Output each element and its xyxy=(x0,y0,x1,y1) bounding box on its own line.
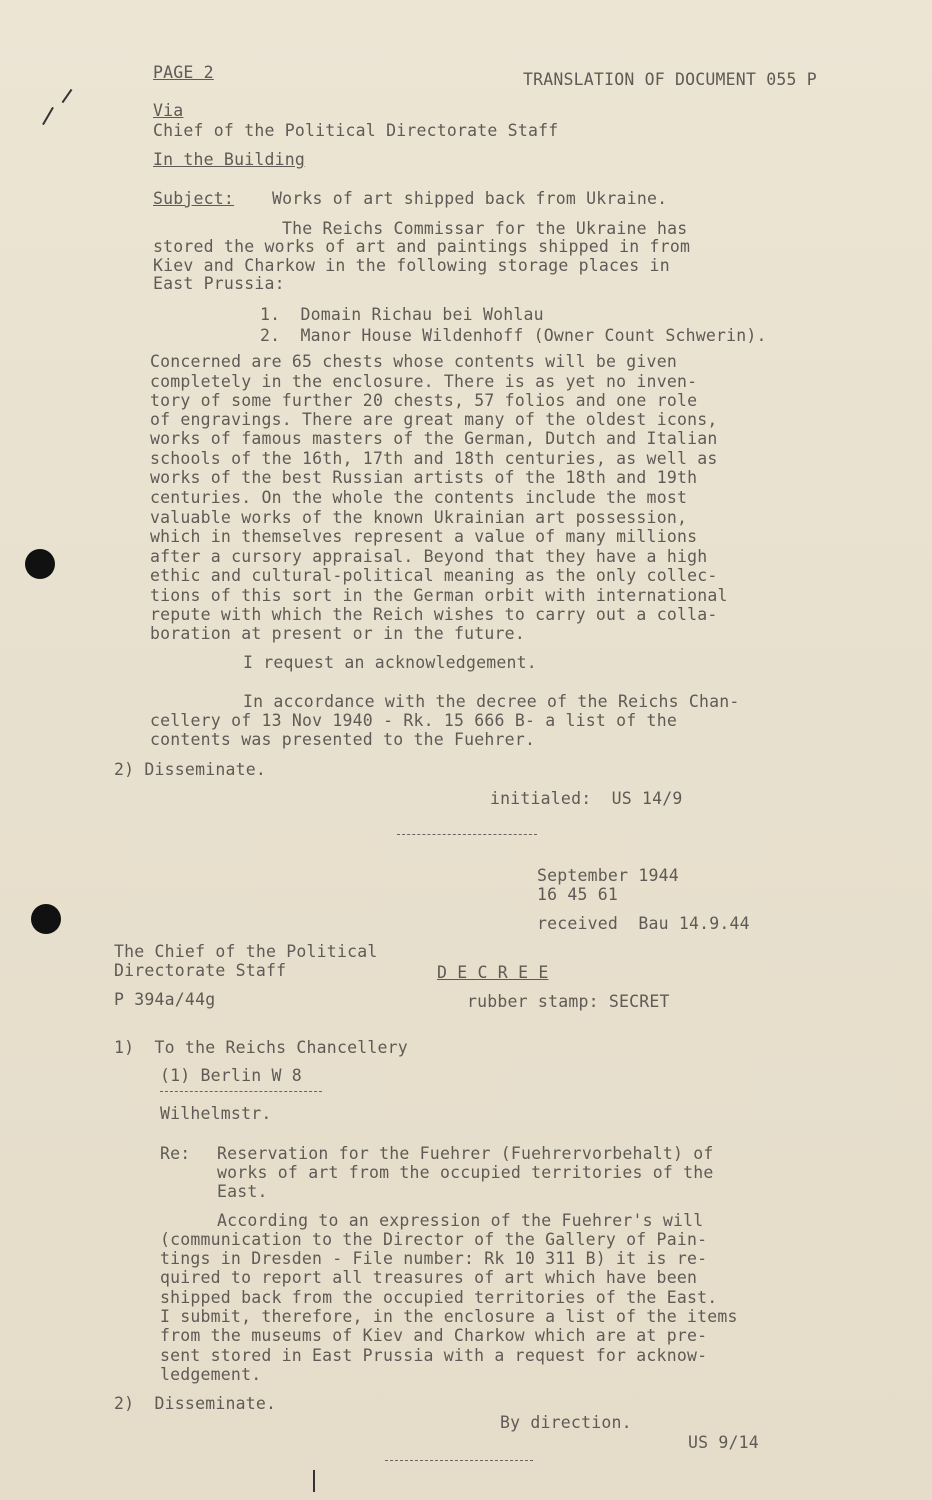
intro-line: stored the works of art and paintings shipped in from xyxy=(153,237,691,256)
re-line: East. xyxy=(217,1182,268,1201)
body-line: boration at present or in the future. xyxy=(150,624,525,643)
body2-line: tings in Dresden - File number: Rk 10 311 B) it is re- xyxy=(160,1249,708,1268)
from-line-1: The Chief of the Political xyxy=(114,942,378,961)
request-line: I request an acknowledgement. xyxy=(243,653,537,672)
intro-line: East Prussia: xyxy=(153,274,285,293)
re-line: works of art from the occupied territories of the xyxy=(217,1163,714,1182)
document-title: TRANSLATION OF DOCUMENT 055 P xyxy=(523,70,817,89)
decree-line: cellery of 13 Nov 1940 - Rk. 15 666 B- a list of the xyxy=(150,711,677,730)
stamp-received: received Bau 14.9.44 xyxy=(537,914,750,933)
disseminate-line-2: 2) Disseminate. xyxy=(114,1394,277,1413)
closing-divider xyxy=(385,1460,533,1461)
building-line: In the Building xyxy=(153,150,306,169)
body2-line: I submit, therefore, in the enclosure a list of the items xyxy=(160,1307,738,1326)
list-item: 2. Manor House Wildenhoff (Owner Count Schwerin). xyxy=(260,326,767,345)
decree-heading: D E C R E E xyxy=(437,963,549,982)
closing-initials: US 9/14 xyxy=(688,1433,759,1452)
body-line: schools of the 16th, 17th and 18th centuries, as well as xyxy=(150,449,718,468)
body-line: repute with which the Reich wishes to carry out a colla- xyxy=(150,605,718,624)
body-line: after a cursory appraisal. Beyond that they have a high xyxy=(150,547,708,566)
body2-line: sent stored in East Prussia with a request for acknow- xyxy=(160,1346,708,1365)
punch-hole-bottom xyxy=(31,904,61,934)
reference-number: P 394a/44g xyxy=(114,990,216,1009)
stamp-number: 16 45 61 xyxy=(537,885,619,904)
body2-line: quired to report all treasures of art which have been xyxy=(160,1268,698,1287)
recipient-line: 1) To the Reichs Chancellery xyxy=(114,1038,408,1057)
body2-line: According to an expression of the Fuehrer's will xyxy=(217,1211,704,1230)
street-line: Wilhelmstr. xyxy=(160,1104,272,1123)
subject-label: Subject: xyxy=(153,189,235,208)
intro-line: Kiev and Charkow in the following storage places in xyxy=(153,256,670,275)
body-line: tions of this sort in the German orbit with international xyxy=(150,586,728,605)
body-line: which in themselves represent a value of many millions xyxy=(150,527,698,546)
body2-line: shipped back from the occupied territories of the East. xyxy=(160,1288,718,1307)
body-line: valuable works of the known Ukrainian art possession, xyxy=(150,508,688,527)
pencil-mark-3 xyxy=(313,1470,315,1492)
from-line-2: Directorate Staff xyxy=(114,961,287,980)
body-line: of engravings. There are great many of the oldest icons, xyxy=(150,410,718,429)
body-line: works of famous masters of the German, Dutch and Italian xyxy=(150,429,718,448)
intro-line: The Reichs Commissar for the Ukraine has xyxy=(282,219,688,238)
re-line: Reservation for the Fuehrer (Fuehrervorbehalt) of xyxy=(217,1144,714,1163)
via-label: Via xyxy=(153,101,184,120)
section-divider xyxy=(397,834,537,835)
via-line: Chief of the Political Directorate Staff xyxy=(153,121,559,140)
by-direction-line: By direction. xyxy=(500,1413,632,1432)
body2-line: (communication to the Director of the Gallery of Pain- xyxy=(160,1230,708,1249)
body2-line: from the museums of Kiev and Charkow which are at pre- xyxy=(160,1326,708,1345)
initialed-line: initialed: US 14/9 xyxy=(490,789,683,808)
decree-line: contents was presented to the Fuehrer. xyxy=(150,730,536,749)
rubber-stamp-note: rubber stamp: SECRET xyxy=(467,992,670,1011)
address-underline xyxy=(160,1091,322,1092)
disseminate-line-1: 2) Disseminate. xyxy=(114,760,267,779)
decree-line: In accordance with the decree of the Reichs Chan- xyxy=(243,692,740,711)
address-line: (1) Berlin W 8 xyxy=(160,1066,302,1085)
body-line: Concerned are 65 chests whose contents will be given xyxy=(150,352,677,371)
body2-line: ledgement. xyxy=(160,1365,262,1384)
body-line: ethic and cultural-political meaning as the only collec- xyxy=(150,566,718,585)
body-line: works of the best Russian artists of the 18th and 19th xyxy=(150,468,698,487)
stamp-date: September 1944 xyxy=(537,866,679,885)
body-line: centuries. On the whole the contents include the most xyxy=(150,488,688,507)
body-line: completely in the enclosure. There is as yet no inven- xyxy=(150,372,698,391)
re-label: Re: xyxy=(160,1144,191,1163)
list-item: 1. Domain Richau bei Wohlau xyxy=(260,305,544,324)
body-line: tory of some further 20 chests, 57 folios and one role xyxy=(150,391,698,410)
page-number: PAGE 2 xyxy=(153,63,214,82)
subject-text: Works of art shipped back from Ukraine. xyxy=(272,189,668,208)
punch-hole-top xyxy=(25,549,55,579)
